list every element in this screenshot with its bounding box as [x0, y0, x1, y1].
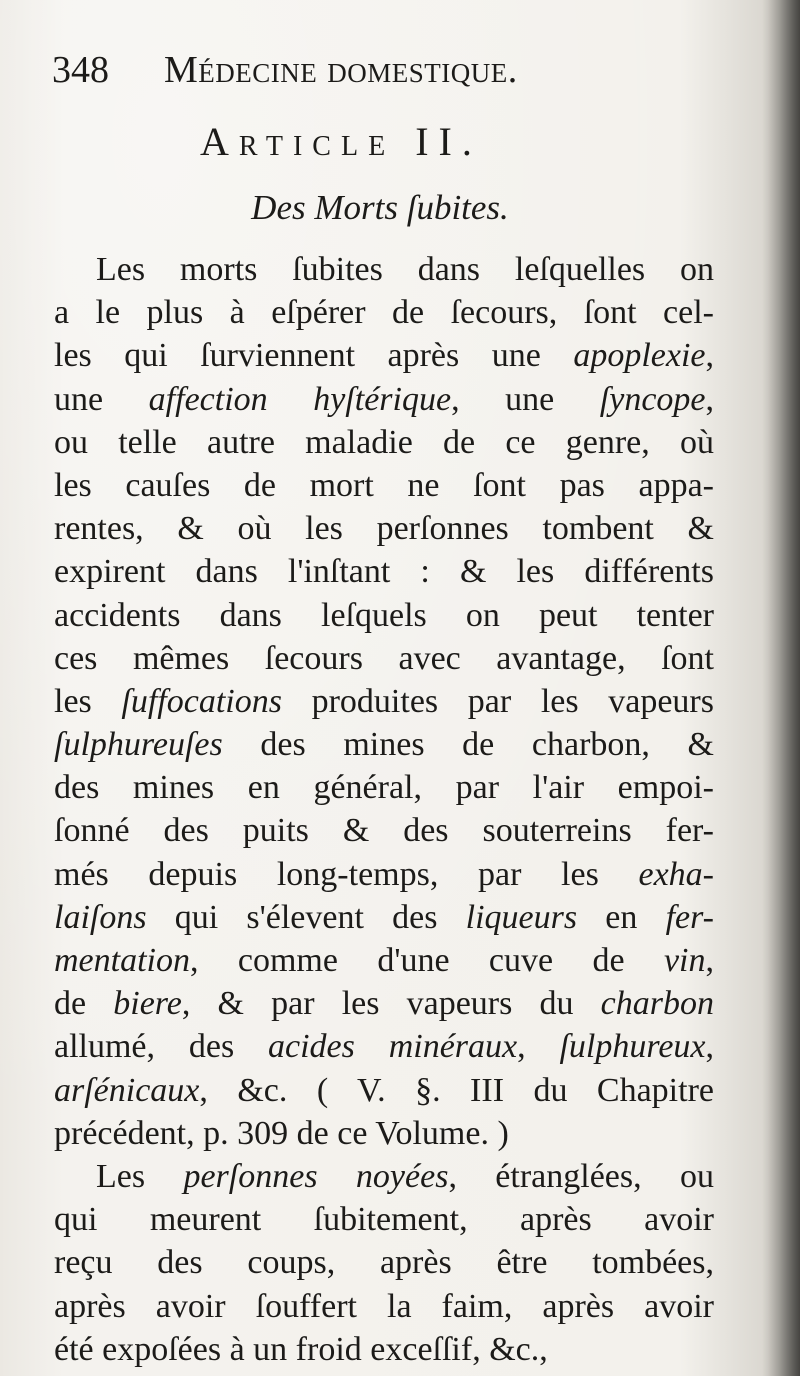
- text-run: de: [54, 985, 114, 1023]
- text-line: [54, 853, 714, 896]
- section-title: Des Morts ſubites.: [251, 188, 509, 227]
- italic-text: apoplexie: [573, 337, 706, 375]
- text-line: [54, 1025, 714, 1068]
- italic-text: perſonnes noyées: [183, 1157, 449, 1195]
- italic-text: ſulphureuſes: [54, 726, 223, 764]
- text-line: [54, 680, 714, 723]
- text-line: [54, 550, 714, 593]
- text-run: a le plus à eſpérer de ſecours, ſont cel-: [54, 294, 714, 332]
- text-run: Les morts ſubites dans leſquelles on: [96, 251, 714, 288]
- text-run: reçu des coups, après être tombées,: [54, 1244, 714, 1282]
- italic-text: affection hyſtérique: [148, 380, 452, 418]
- text-line: [54, 723, 714, 766]
- text-line: [54, 637, 714, 680]
- text-line: [54, 1069, 714, 1112]
- article-heading: Article II.: [200, 119, 482, 164]
- text-run: ,: [705, 380, 715, 418]
- text-run: été expoſées à un froid exceſſif, &c.,: [54, 1330, 548, 1368]
- text-line: [54, 594, 714, 637]
- text-line: [54, 809, 714, 852]
- text-run: més depuis long-temps, par les: [54, 855, 639, 893]
- text-run: expirent dans l'inſtant : & les différents: [54, 553, 714, 591]
- text-run: , une: [451, 380, 600, 418]
- text-line: [54, 1285, 714, 1328]
- running-head: [52, 40, 612, 100]
- italic-text: ſulphureux: [559, 1028, 706, 1066]
- text-run: ces mêmes ſecours avec avantage, ſont: [54, 639, 714, 677]
- text-run: précédent, p. 309 de ce Volume. ): [54, 1114, 509, 1152]
- text-line: [54, 1328, 714, 1371]
- italic-text: fer-: [665, 898, 714, 936]
- italic-text: exha-: [638, 855, 714, 893]
- text-run: après avoir ſouffert la faim, après avoir: [54, 1287, 714, 1325]
- text-run: produites par les vapeurs: [281, 682, 714, 720]
- italic-text: ſuffocations: [121, 682, 282, 720]
- text-run: , comme d'une cuve de: [189, 942, 664, 979]
- text-run: accidents dans leſquels on peut tenter: [54, 596, 714, 634]
- text-line: [54, 766, 714, 809]
- text-run: ſonné des puits & des souterreins fer-: [54, 812, 714, 850]
- text-run: Les: [96, 1157, 184, 1195]
- text-run: rentes, & où les perſonnes tombent &: [54, 510, 714, 548]
- text-line: [54, 939, 714, 982]
- running-title: Médecine domestique.: [164, 49, 518, 91]
- italic-text: vin: [663, 942, 706, 979]
- text-line: [54, 1241, 714, 1284]
- text-run: ,: [705, 337, 714, 375]
- text-line: [54, 248, 714, 291]
- italic-text: mentation: [54, 942, 190, 979]
- text-run: allumé, des: [54, 1028, 269, 1066]
- italic-text: biere: [113, 985, 182, 1023]
- spine-shadow: [762, 0, 800, 1376]
- page-number: 348: [52, 49, 109, 91]
- text-run: ou telle autre maladie de ce genre, où: [54, 423, 714, 461]
- text-line: [54, 421, 714, 464]
- paragraph: [54, 248, 714, 1155]
- text-line: [54, 334, 714, 377]
- text-run: ,: [705, 1028, 715, 1066]
- italic-text: ſyncope: [599, 380, 706, 418]
- text-run: une: [54, 380, 149, 418]
- italic-text: liqueurs: [465, 898, 578, 936]
- text-run: , &c. ( V. §. III du Chapitre: [199, 1071, 714, 1109]
- text-run: des mines en général, par l'air empoi-: [54, 769, 714, 807]
- text-run: des mines de charbon, &: [222, 726, 714, 764]
- italic-text: charbon: [600, 985, 714, 1023]
- text-line: [54, 507, 714, 550]
- text-run: ,: [705, 942, 714, 979]
- text-line: [54, 982, 714, 1025]
- text-line: [54, 291, 714, 334]
- italic-text: laiſons: [54, 898, 147, 936]
- italic-text: acides minéraux: [268, 1028, 518, 1066]
- text-run: les qui ſurviennent après une: [54, 337, 574, 375]
- italic-text: arſénicaux: [54, 1071, 200, 1109]
- text-run: en: [577, 898, 666, 936]
- text-line: [54, 896, 714, 939]
- text-run: , étranglées, ou: [448, 1157, 714, 1195]
- body-text: [54, 248, 714, 1371]
- text-line: [54, 464, 714, 507]
- text-run: qui meurent ſubitement, après avoir: [54, 1201, 714, 1239]
- text-line: [54, 1112, 714, 1155]
- text-run: les: [54, 682, 122, 720]
- text-run: ,: [517, 1028, 560, 1066]
- text-line: [54, 378, 714, 421]
- text-line: [54, 1198, 714, 1241]
- paragraph: [54, 1155, 714, 1371]
- text-run: qui s'élevent des: [146, 898, 466, 936]
- text-line: [54, 1155, 714, 1198]
- text-run: les cauſes de mort ne ſont pas appa-: [54, 466, 714, 504]
- text-run: , & par les vapeurs du: [181, 985, 601, 1023]
